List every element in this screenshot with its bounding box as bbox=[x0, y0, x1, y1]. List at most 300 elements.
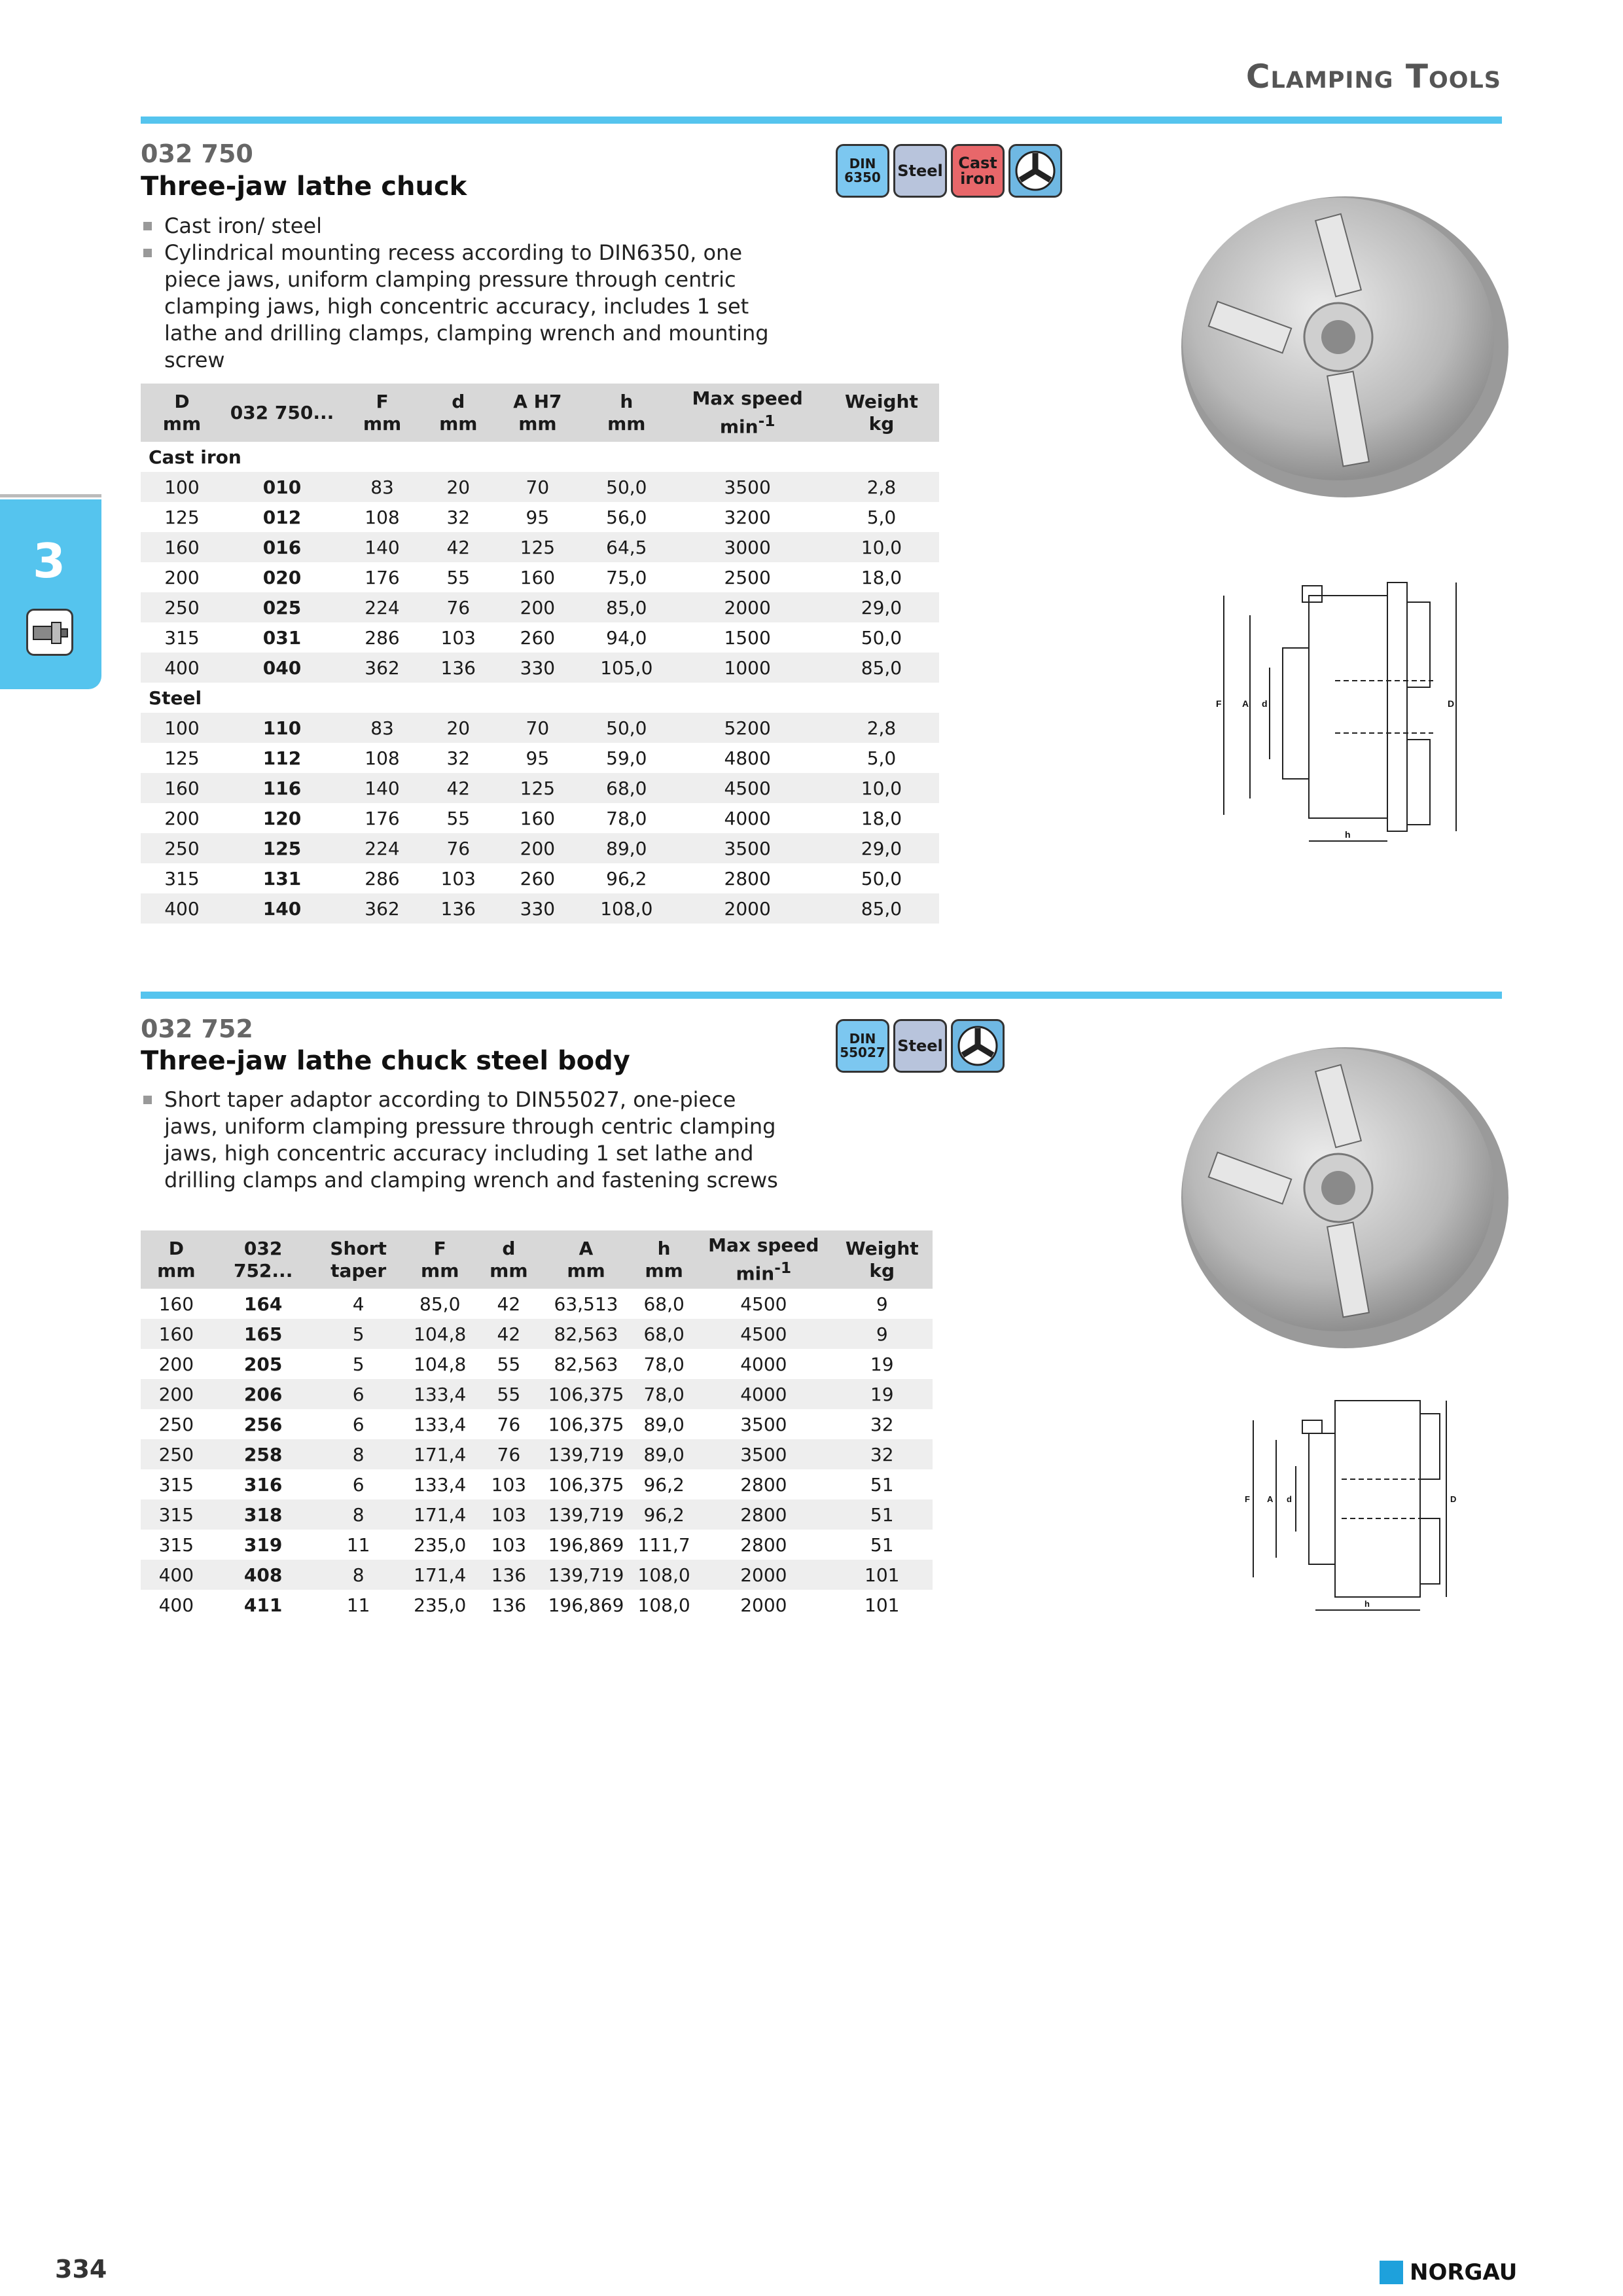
chapter-tab[interactable] bbox=[0, 499, 101, 689]
col-header-weight: Weight kg bbox=[831, 1230, 933, 1289]
table-cell: 8 bbox=[315, 1560, 402, 1590]
table-cell: 70 bbox=[493, 713, 582, 743]
table-row bbox=[141, 1409, 933, 1439]
table-cell: 408 bbox=[212, 1560, 315, 1590]
table-cell: 116 bbox=[223, 773, 341, 803]
table-row bbox=[141, 592, 939, 622]
table-cell: 51 bbox=[870, 1534, 894, 1556]
table-cell: 4500 bbox=[671, 773, 823, 803]
table-cell: 55 bbox=[478, 1379, 540, 1409]
col-header-small-d: d mm bbox=[423, 384, 493, 442]
table-cell: 120 bbox=[262, 807, 302, 829]
table-cell: 29,0 bbox=[824, 592, 939, 622]
table-cell: 136 bbox=[478, 1560, 540, 1590]
table-cell: 330 bbox=[493, 653, 582, 683]
spec-table bbox=[141, 1230, 933, 1620]
table-cell: 96,2 bbox=[606, 867, 647, 889]
table-cell: 2,8 bbox=[824, 472, 939, 502]
table-cell: 95 bbox=[526, 747, 550, 769]
table-cell: 4000 bbox=[724, 807, 771, 829]
table-group-row bbox=[141, 683, 939, 713]
table-cell: 103 bbox=[440, 626, 476, 649]
three-jaw-icon bbox=[951, 1019, 1005, 1073]
col-header-short-taper: Short taper bbox=[315, 1230, 402, 1289]
col-header-max-speed: Max speed $\min^{-1}$ bbox=[696, 1230, 831, 1289]
col-header-f: F mm bbox=[341, 384, 423, 442]
feature-item: Short taper adaptor according to DIN55027, one-piece jaws, uniform clamping pressure through centric clamping jaws, high concentric accuracy including 1 set lathe and drilling clamps and clamping wrench and fastening screws bbox=[141, 1086, 782, 1194]
table-row bbox=[141, 1530, 933, 1560]
table-cell: 5,0 bbox=[866, 747, 897, 769]
table-cell: 55 bbox=[446, 566, 471, 588]
table-cell: 4800 bbox=[724, 747, 771, 769]
table-cell: 200 bbox=[164, 807, 200, 829]
table-cell: 200 bbox=[158, 1353, 194, 1375]
col-header-small-d: d mm bbox=[478, 1230, 540, 1289]
table-cell: 76 bbox=[478, 1439, 540, 1469]
table-cell: 176 bbox=[365, 807, 400, 829]
table-cell: 224 bbox=[341, 833, 423, 863]
table-cell: 260 bbox=[520, 867, 556, 889]
table-cell: 19 bbox=[870, 1353, 894, 1375]
chuck-photo bbox=[1171, 1041, 1518, 1355]
label-D: D bbox=[1450, 1494, 1457, 1504]
table-cell: 205 bbox=[243, 1353, 283, 1375]
table-row bbox=[141, 1590, 933, 1620]
table-cell: 51 bbox=[870, 1473, 894, 1496]
table-cell: 3000 bbox=[671, 532, 823, 562]
table-row bbox=[141, 743, 939, 773]
table-cell: 11 bbox=[346, 1594, 370, 1616]
table-cell: 110 bbox=[223, 713, 341, 743]
table-cell: 250 bbox=[141, 833, 223, 863]
table-cell: 160 bbox=[141, 1319, 212, 1349]
table-cell: 400 bbox=[141, 1560, 212, 1590]
table-cell: 95 bbox=[526, 506, 550, 528]
table-cell: 2800 bbox=[696, 1499, 831, 1530]
table-cell: 140 bbox=[223, 893, 341, 924]
chapter-number: 3 bbox=[33, 533, 66, 588]
tab-divider bbox=[0, 494, 101, 497]
table-cell: 200 bbox=[141, 1379, 212, 1409]
table-cell: 5200 bbox=[671, 713, 823, 743]
table-cell: 165 bbox=[212, 1319, 315, 1349]
dimension-drawing bbox=[1204, 576, 1466, 857]
table-cell: 025 bbox=[223, 592, 341, 622]
table-cell: 4000 bbox=[696, 1379, 831, 1409]
table-cell: 256 bbox=[243, 1413, 283, 1435]
table-cell: 32 bbox=[870, 1413, 894, 1435]
feature-list bbox=[141, 1086, 782, 1194]
table-cell: 68,0 bbox=[632, 1319, 696, 1349]
table-cell: 206 bbox=[212, 1379, 315, 1409]
table-cell: 196,869 bbox=[548, 1534, 624, 1556]
table-cell: 70 bbox=[493, 472, 582, 502]
table-cell: 286 bbox=[365, 867, 400, 889]
table-cell: 83 bbox=[341, 472, 423, 502]
brand-square-icon bbox=[1380, 2261, 1403, 2284]
table-cell: 200 bbox=[493, 592, 582, 622]
table-cell: 4500 bbox=[696, 1319, 831, 1349]
table-cell: 78,0 bbox=[643, 1353, 685, 1375]
table-cell: 319 bbox=[243, 1534, 283, 1556]
table-cell: 136 bbox=[423, 653, 493, 683]
table-cell: 6 bbox=[352, 1473, 365, 1496]
cast-iron-badge: Cast iron bbox=[951, 144, 1005, 198]
three-jaw-icon bbox=[1008, 144, 1062, 198]
col-header-weight: Weight kg bbox=[824, 384, 939, 442]
table-cell: 200 bbox=[164, 566, 200, 588]
table-cell: 258 bbox=[212, 1439, 315, 1469]
table-cell: 171,4 bbox=[402, 1499, 478, 1530]
table-cell: 42 bbox=[478, 1319, 540, 1349]
table-cell: 5 bbox=[315, 1319, 402, 1349]
table-cell: 5,0 bbox=[866, 506, 897, 528]
table-cell: 136 bbox=[423, 893, 493, 924]
table-cell: 131 bbox=[262, 867, 302, 889]
label-F: F bbox=[1245, 1494, 1250, 1504]
table-cell: 125 bbox=[223, 833, 341, 863]
table-cell: 4 bbox=[352, 1293, 365, 1315]
table-cell: 89,0 bbox=[643, 1413, 685, 1435]
table-cell: 010 bbox=[223, 472, 341, 502]
table-cell: 5 bbox=[352, 1353, 365, 1375]
table-cell: 100 bbox=[141, 713, 223, 743]
table-cell: 4000 bbox=[740, 1353, 787, 1375]
table-cell: 016 bbox=[223, 532, 341, 562]
label-D: D bbox=[1448, 698, 1455, 709]
table-cell: 139,719 bbox=[540, 1499, 632, 1530]
table-cell: 4500 bbox=[740, 1293, 787, 1315]
table-cell: 3200 bbox=[724, 506, 771, 528]
table-cell: 112 bbox=[262, 747, 302, 769]
table-cell: 250 bbox=[141, 592, 223, 622]
table-cell: 125 bbox=[493, 532, 582, 562]
table-header-row bbox=[141, 1230, 933, 1289]
table-cell: 160 bbox=[141, 532, 223, 562]
table-cell: 176 bbox=[365, 566, 400, 588]
table-cell: 55 bbox=[497, 1353, 521, 1375]
table-cell: 171,4 bbox=[402, 1560, 478, 1590]
table-cell: 96,2 bbox=[643, 1473, 685, 1496]
table-row bbox=[141, 1499, 933, 1530]
table-cell: 76 bbox=[497, 1413, 521, 1435]
table-cell: 2,8 bbox=[824, 713, 939, 743]
table-cell: 56,0 bbox=[606, 506, 647, 528]
product-title: Three-jaw lathe chuck bbox=[141, 171, 467, 202]
table-cell: 42 bbox=[497, 1293, 521, 1315]
table-cell: 106,375 bbox=[540, 1379, 632, 1409]
table-cell: 8 bbox=[315, 1499, 402, 1530]
col-header-a: A mm bbox=[540, 1230, 632, 1289]
table-cell: 224 bbox=[341, 592, 423, 622]
table-row bbox=[141, 1560, 933, 1590]
table-cell: 50,0 bbox=[861, 867, 902, 889]
chuck-photo bbox=[1171, 190, 1518, 504]
din-badge: DIN 55027 bbox=[836, 1019, 889, 1073]
table-cell: 50,0 bbox=[582, 472, 671, 502]
table-cell: 133,4 bbox=[414, 1473, 467, 1496]
table-cell: 59,0 bbox=[606, 747, 647, 769]
table-row bbox=[141, 713, 939, 743]
label-d: d bbox=[1262, 698, 1268, 709]
table-cell: 125 bbox=[164, 747, 200, 769]
label-F: F bbox=[1216, 698, 1222, 709]
table-cell: 19 bbox=[831, 1379, 933, 1409]
table-cell: 104,8 bbox=[414, 1353, 467, 1375]
table-row bbox=[141, 622, 939, 653]
table-cell: 85,0 bbox=[582, 592, 671, 622]
table-cell: 85,0 bbox=[419, 1293, 461, 1315]
table-cell: 012 bbox=[262, 506, 302, 528]
table-row bbox=[141, 1379, 933, 1409]
table-cell: 63,513 bbox=[554, 1293, 618, 1315]
table-cell: 235,0 bbox=[414, 1534, 467, 1556]
table-cell: 32 bbox=[446, 506, 471, 528]
table-cell: 400 bbox=[141, 653, 223, 683]
table-cell: 315 bbox=[158, 1534, 194, 1556]
table-cell: 103 bbox=[440, 867, 476, 889]
table-cell: 9 bbox=[831, 1319, 933, 1349]
table-cell: 51 bbox=[831, 1499, 933, 1530]
table-cell: 362 bbox=[341, 893, 423, 924]
table-cell: 318 bbox=[212, 1499, 315, 1530]
table-cell: 96,2 bbox=[632, 1499, 696, 1530]
table-cell: 29,0 bbox=[824, 833, 939, 863]
table-cell: 133,4 bbox=[402, 1379, 478, 1409]
table-cell: 315 bbox=[164, 626, 200, 649]
table-cell: 315 bbox=[158, 1473, 194, 1496]
table-cell: 75,0 bbox=[606, 566, 647, 588]
table-cell: 8 bbox=[315, 1439, 402, 1469]
spec-table bbox=[141, 384, 939, 924]
label-h: h bbox=[1364, 1599, 1370, 1609]
spec-badges bbox=[836, 144, 1062, 198]
table-cell: 85,0 bbox=[824, 653, 939, 683]
label-A: A bbox=[1242, 698, 1249, 709]
col-header-f: F mm bbox=[402, 1230, 478, 1289]
table-cell: 50,0 bbox=[582, 713, 671, 743]
steel-badge: Steel bbox=[893, 144, 947, 198]
table-cell: 100 bbox=[141, 472, 223, 502]
feature-item: Cast iron/ steel bbox=[141, 213, 769, 240]
table-header-row bbox=[141, 384, 939, 442]
table-cell: 020 bbox=[262, 566, 302, 588]
table-row bbox=[141, 502, 939, 532]
din-badge: DIN 6350 bbox=[836, 144, 889, 198]
table-row bbox=[141, 1319, 933, 1349]
table-cell: 20 bbox=[423, 713, 493, 743]
table-cell: 103 bbox=[491, 1534, 527, 1556]
table-cell: 2800 bbox=[724, 867, 771, 889]
table-cell: 125 bbox=[164, 506, 200, 528]
table-cell: 031 bbox=[262, 626, 302, 649]
col-header-a: A H7 mm bbox=[493, 384, 582, 442]
chuck-icon bbox=[26, 609, 73, 656]
table-cell: 50,0 bbox=[861, 626, 902, 649]
table-cell: 125 bbox=[493, 773, 582, 803]
table-cell: 106,375 bbox=[548, 1473, 624, 1496]
table-row bbox=[141, 1289, 933, 1319]
col-header-h: h mm bbox=[582, 384, 671, 442]
table-cell: 94,0 bbox=[606, 626, 647, 649]
table-cell: 3500 bbox=[740, 1413, 787, 1435]
table-cell: 10,0 bbox=[824, 532, 939, 562]
table-cell: 20 bbox=[423, 472, 493, 502]
table-cell: 164 bbox=[243, 1293, 283, 1315]
table-cell: 2800 bbox=[740, 1473, 787, 1496]
col-header-max-speed: Max speed $\min^{-1}$ bbox=[671, 384, 823, 442]
brand-logo bbox=[1380, 2259, 1517, 2286]
brand-name: NORGAU bbox=[1410, 2259, 1518, 2286]
table-row bbox=[141, 532, 939, 562]
page-number: 334 bbox=[55, 2255, 107, 2284]
table-cell: 160 bbox=[141, 773, 223, 803]
table-cell: 133,4 bbox=[414, 1413, 467, 1435]
col-header-code: 032 750... bbox=[223, 384, 341, 442]
table-cell: 9 bbox=[876, 1293, 888, 1315]
table-cell: 78,0 bbox=[606, 807, 647, 829]
table-row bbox=[141, 653, 939, 683]
feature-item: Cylindrical mounting recess according to DIN6350, one piece jaws, uniform clamping pressure through centric clamping jaws, high concentric accuracy, includes 1 set lathe and drilling clamps, clamping wrench and mounting screw bbox=[141, 240, 769, 374]
table-cell: 68,0 bbox=[643, 1293, 685, 1315]
table-cell: 32 bbox=[446, 747, 471, 769]
table-cell: 18,0 bbox=[861, 566, 902, 588]
table-cell: 103 bbox=[491, 1473, 527, 1496]
table-row bbox=[141, 1349, 933, 1379]
product-title: Three-jaw lathe chuck steel body bbox=[141, 1046, 630, 1076]
table-cell: 286 bbox=[365, 626, 400, 649]
table-cell: 82,563 bbox=[554, 1353, 618, 1375]
table-cell: 85,0 bbox=[824, 893, 939, 924]
spec-badges bbox=[836, 1019, 1005, 1073]
table-cell: 250 bbox=[141, 1439, 212, 1469]
table-cell: 2800 bbox=[740, 1534, 787, 1556]
table-cell: 89,0 bbox=[582, 833, 671, 863]
table-cell: 3500 bbox=[671, 472, 823, 502]
table-cell: 1500 bbox=[724, 626, 771, 649]
table-row bbox=[141, 472, 939, 502]
label-A: A bbox=[1267, 1494, 1274, 1504]
table-cell: 140 bbox=[341, 532, 423, 562]
table-row bbox=[141, 833, 939, 863]
table-cell: 160 bbox=[520, 566, 556, 588]
table-cell: 103 bbox=[478, 1499, 540, 1530]
table-cell: 196,869 bbox=[548, 1594, 624, 1616]
table-cell: 76 bbox=[423, 592, 493, 622]
table-cell: 101 bbox=[865, 1594, 900, 1616]
label-h: h bbox=[1345, 829, 1351, 840]
col-header-h: h mm bbox=[632, 1230, 696, 1289]
table-cell: 2000 bbox=[740, 1594, 787, 1616]
table-cell: 78,0 bbox=[632, 1379, 696, 1409]
table-cell: 2000 bbox=[671, 893, 823, 924]
table-cell: 55 bbox=[446, 807, 471, 829]
table-cell: 101 bbox=[831, 1560, 933, 1590]
table-cell: 3500 bbox=[696, 1439, 831, 1469]
table-cell: 2500 bbox=[724, 566, 771, 588]
table-row bbox=[141, 803, 939, 833]
table-cell: 111,7 bbox=[637, 1534, 690, 1556]
table-cell: 104,8 bbox=[402, 1319, 478, 1349]
label-d: d bbox=[1287, 1494, 1292, 1504]
table-cell: 040 bbox=[223, 653, 341, 683]
table-cell: 68,0 bbox=[582, 773, 671, 803]
table-cell: 400 bbox=[141, 893, 223, 924]
table-cell: 3500 bbox=[671, 833, 823, 863]
table-cell: 6 bbox=[352, 1413, 365, 1435]
table-cell: 1000 bbox=[671, 653, 823, 683]
section-divider bbox=[141, 117, 1502, 124]
table-row bbox=[141, 893, 939, 924]
product-code: 032 750 bbox=[141, 139, 253, 168]
table-cell: 160 bbox=[158, 1293, 194, 1315]
table-cell: 82,563 bbox=[540, 1319, 632, 1349]
dimension-drawing bbox=[1237, 1394, 1459, 1630]
table-cell: 136 bbox=[491, 1594, 527, 1616]
table-cell: 171,4 bbox=[402, 1439, 478, 1469]
table-cell: 11 bbox=[346, 1534, 370, 1556]
table-cell: 315 bbox=[164, 867, 200, 889]
steel-badge: Steel bbox=[893, 1019, 947, 1073]
table-cell: 6 bbox=[315, 1379, 402, 1409]
table-cell: 10,0 bbox=[824, 773, 939, 803]
table-cell: 64,5 bbox=[582, 532, 671, 562]
table-cell: 106,375 bbox=[548, 1413, 624, 1435]
table-cell: 411 bbox=[243, 1594, 283, 1616]
table-cell: 108 bbox=[365, 747, 400, 769]
table-cell: 42 bbox=[423, 773, 493, 803]
table-cell: 76 bbox=[423, 833, 493, 863]
table-cell: 139,719 bbox=[540, 1560, 632, 1590]
col-header-d-mm: D mm bbox=[141, 1230, 212, 1289]
table-row bbox=[141, 863, 939, 893]
group-label: Steel bbox=[149, 687, 202, 709]
table-group-row bbox=[141, 442, 939, 472]
group-label: Cast iron bbox=[149, 446, 241, 468]
table-cell: 108,0 bbox=[582, 893, 671, 924]
col-header-code: 032 752... bbox=[212, 1230, 315, 1289]
table-cell: 108,0 bbox=[637, 1594, 690, 1616]
table-cell: 83 bbox=[341, 713, 423, 743]
table-cell: 315 bbox=[141, 1499, 212, 1530]
table-cell: 260 bbox=[520, 626, 556, 649]
page-header-title: Clamping Tools bbox=[1245, 58, 1501, 96]
table-cell: 330 bbox=[493, 893, 582, 924]
table-cell: 139,719 bbox=[540, 1439, 632, 1469]
table-cell: 105,0 bbox=[582, 653, 671, 683]
table-cell: 18,0 bbox=[861, 807, 902, 829]
table-row bbox=[141, 1469, 933, 1499]
table-cell: 108,0 bbox=[632, 1560, 696, 1590]
table-cell: 2000 bbox=[671, 592, 823, 622]
table-cell: 42 bbox=[423, 532, 493, 562]
table-cell: 235,0 bbox=[414, 1594, 467, 1616]
col-header-d-mm: D mm bbox=[141, 384, 223, 442]
table-row bbox=[141, 773, 939, 803]
table-cell: 108 bbox=[365, 506, 400, 528]
table-cell: 89,0 bbox=[632, 1439, 696, 1469]
product-code: 032 752 bbox=[141, 1014, 253, 1043]
table-cell: 160 bbox=[520, 807, 556, 829]
table-row bbox=[141, 562, 939, 592]
table-cell: 200 bbox=[493, 833, 582, 863]
table-cell: 250 bbox=[158, 1413, 194, 1435]
table-cell: 32 bbox=[831, 1439, 933, 1469]
table-cell: 2000 bbox=[696, 1560, 831, 1590]
table-cell: 400 bbox=[158, 1594, 194, 1616]
table-row bbox=[141, 1439, 933, 1469]
section-divider bbox=[141, 992, 1502, 999]
